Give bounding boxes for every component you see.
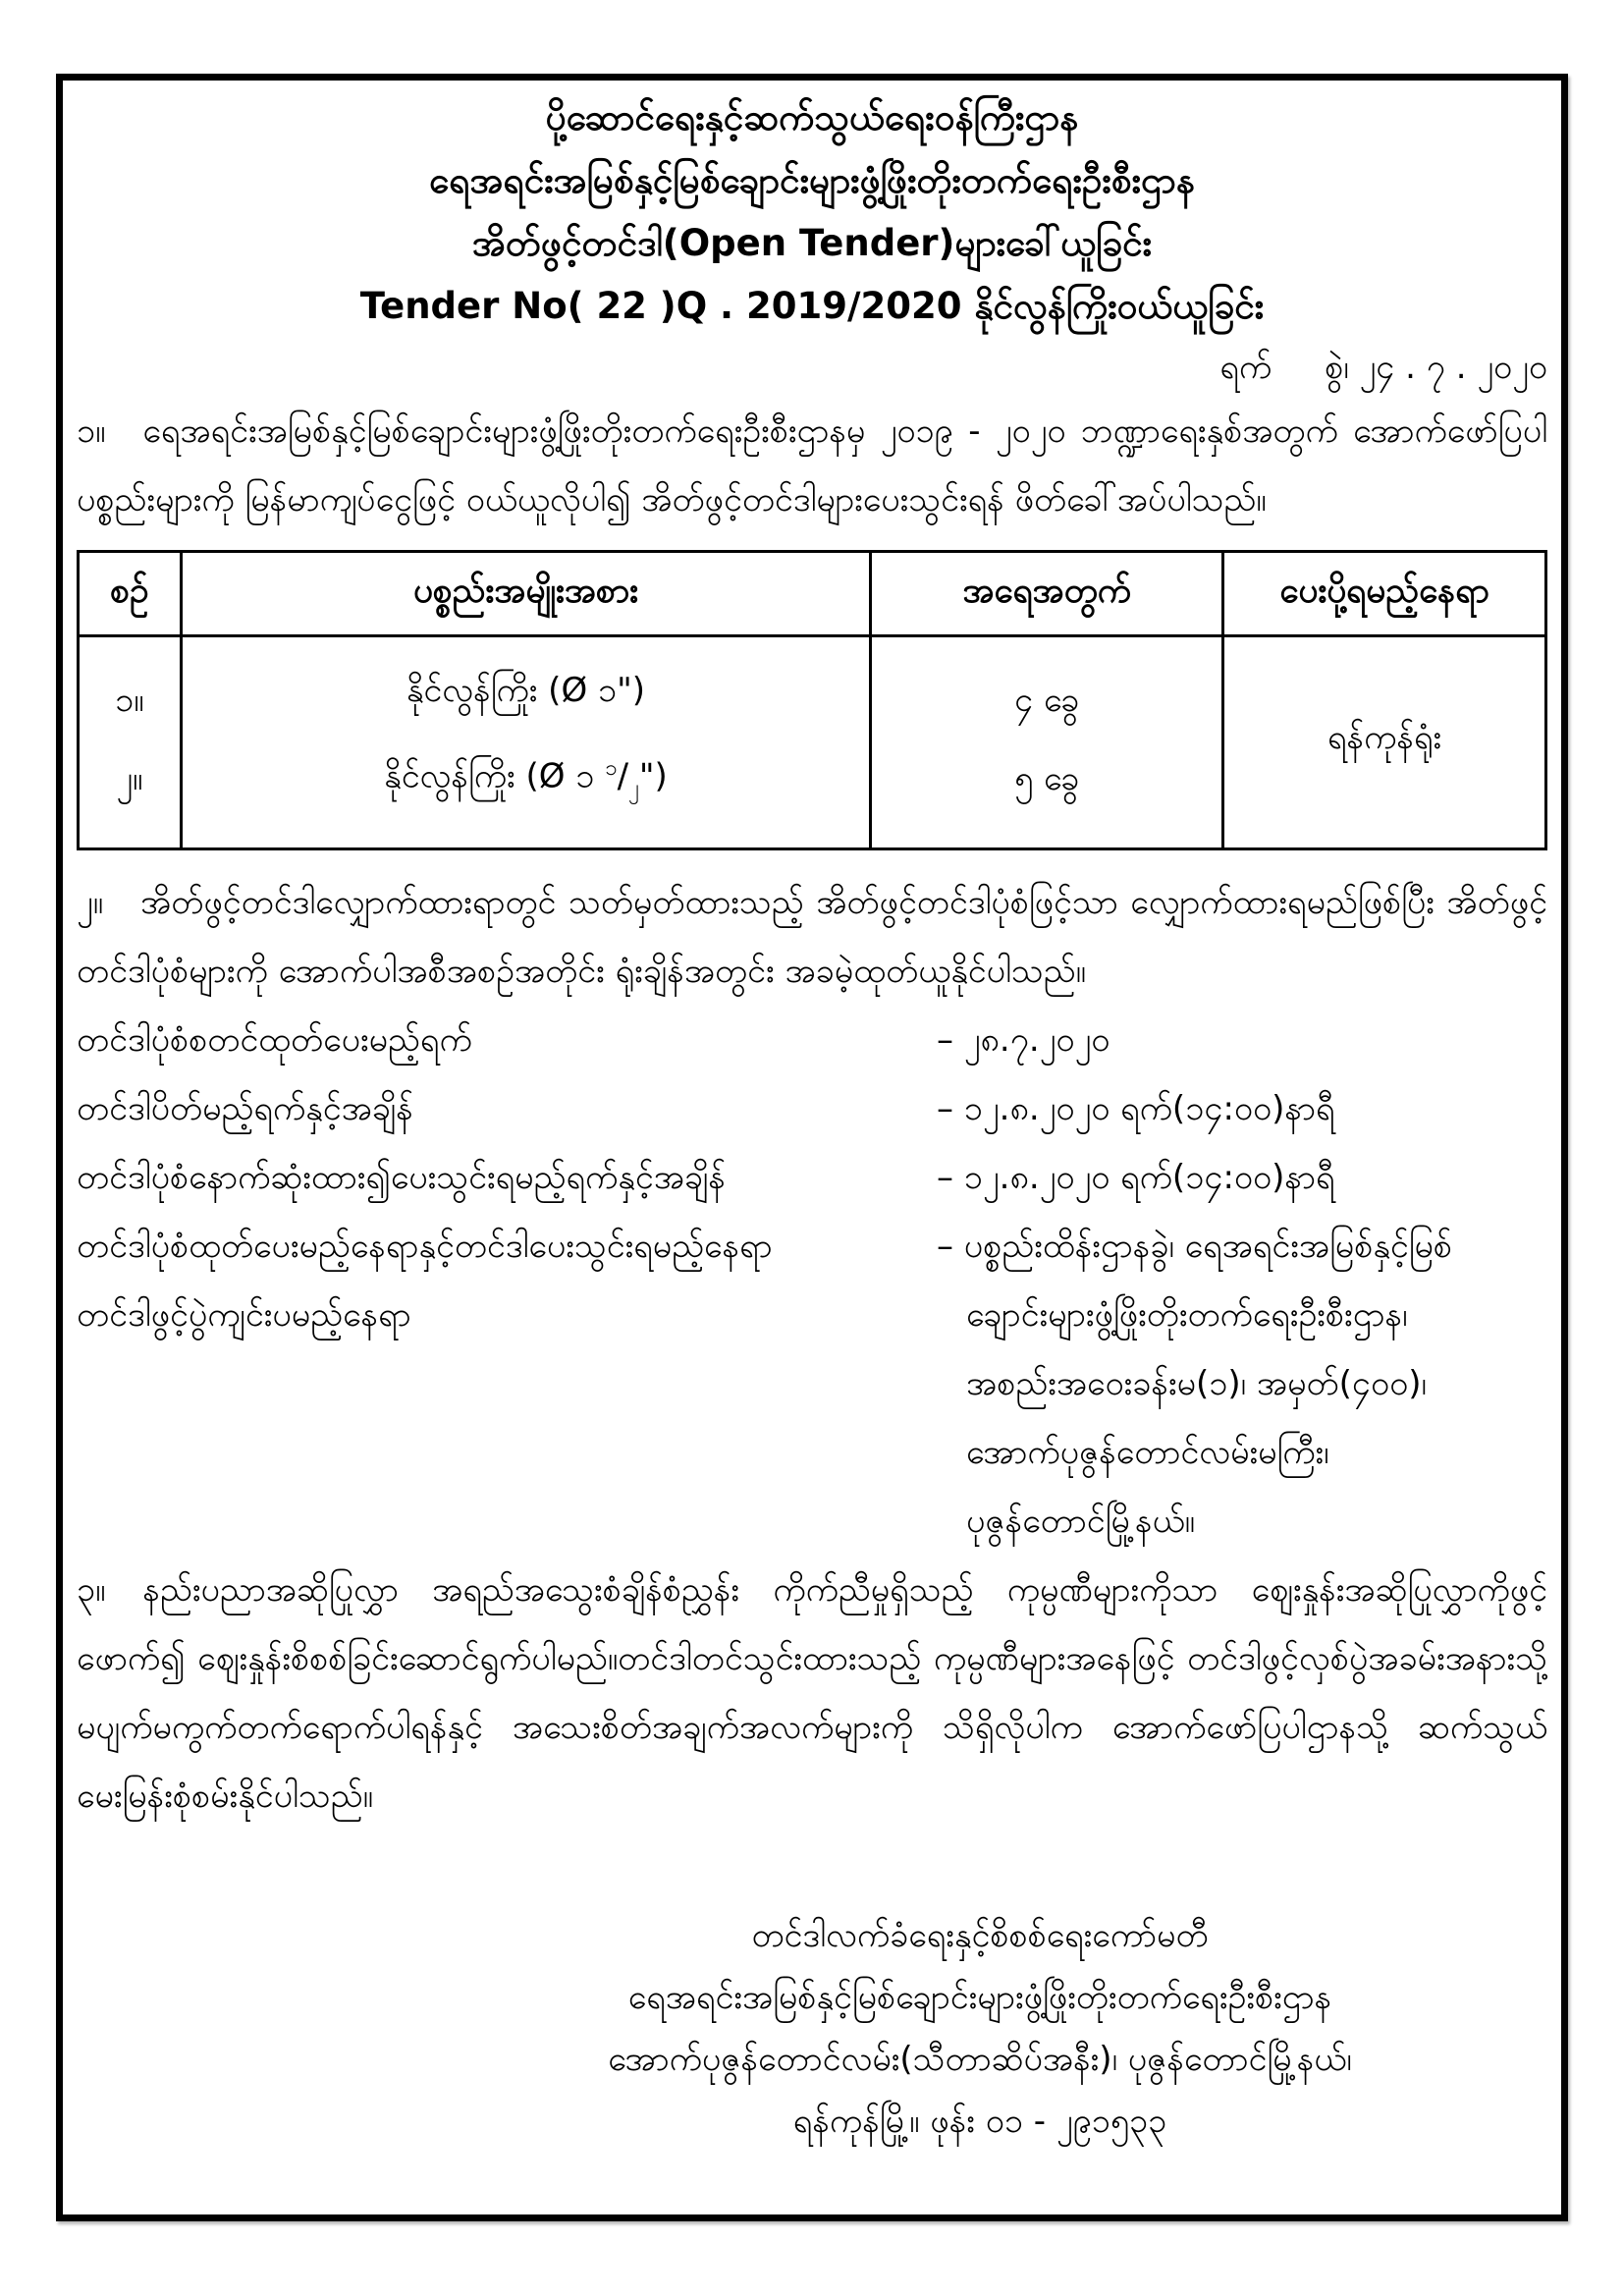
ministry-title: ပို့ဆောင်ရေးနှင့်ဆက်သွယ်ရေးဝန်ကြီးဌာန: [545, 96, 1079, 138]
paragraph-2-text: အိတ်ဖွင့်တင်ဒါလျှောက်ထားရာတွင် သတ်မှတ်ထားသည့် အိတ်ဖွင့်တင်ဒါပုံစံဖြင့်သာ လျှောက်ထားရမည်ဖြစ်ပြီး အိတ်ဖွင့်တင်ဒါပုံစံများကို အောက်ပါအစီအစဉ်အတိုင်း ရုံးချိန်အတွင်း အခမဲ့ထုတ်ယူနိုင်ပါသည်။: [77, 883, 1547, 992]
department-title: ရေအရင်းအမြစ်နှင့်မြစ်ချောင်းများဖွံ့ဖြိုးတိုးတက်ရေးဦးစီးဌာန: [429, 159, 1195, 201]
item-2-suffix: "): [638, 756, 668, 796]
paragraph-3-text: နည်းပညာအဆိုပြုလွှာ အရည်အသွေးစံချိန်စံညွှန်း ကိုက်ညီမှုရှိသည့် ကုမ္ပဏီများကိုသာ ဈေးနှုန်းအဆိုပြုလွှာကိုဖွင့်ဖောက်၍ ဈေးနှုန်းစိစစ်ခြင်းဆောင်ရွက်ပါမည်။တင်ဒါတင်သွင်းထားသည့် ကုမ္ပဏီများအနေဖြင့် တင်ဒါဖွင့်လှစ်ပွဲအခမ်းအနားသို့ မပျက်မကွက်တက်ရောက်ပါရန်နှင့် အသေးစိတ်အချက်အလက်များကို သိရှိလိုပါက အောက်ဖော်ပြပါဌာနသို့ ဆက်သွယ်မေးမြန်းစုံစမ်းနိုင်ပါသည်။: [77, 1570, 1547, 1817]
serial-1: ၁။: [115, 681, 144, 721]
item-1: နိုင်လွန်ကြိုး (Ø ၁"): [406, 671, 646, 710]
table-header-row: [79, 552, 1546, 636]
schedule-row-last-submission: [77, 1143, 1547, 1212]
schedule-value: – ၁၂.၈.၂၀၂၀ ရက်(၁၄:၀၀)နာရီ: [937, 1158, 1335, 1198]
schedule-label: [77, 1487, 937, 1556]
delivery-cell: ရန်ကုန်ရုံး: [1223, 636, 1546, 849]
tender-number-title: Tender No( 22 )Q . 2019/2020 နိုင်လွန်ကြိုးဝယ်ယူခြင်း: [359, 285, 1265, 327]
schedule-value: ချောင်းများဖွံ့ဖြိုးတိုးတက်ရေးဦးစီးဌာန၊: [966, 1295, 1408, 1336]
schedule-value: – ပစ္စည်းထိန်းဌာနခွဲ၊ ရေအရင်းအမြစ်နှင့်မြစ်: [937, 1227, 1453, 1267]
paragraph-2: [77, 868, 1547, 1006]
serial-2: ၂။: [116, 759, 143, 799]
quantity-cell: [871, 636, 1223, 849]
schedule-row-address-continuation: [77, 1349, 1547, 1418]
signature-committee: တင်ဒါလက်ခံရေးနှင့်စိစစ်ရေးကော်မတီ: [751, 1916, 1209, 1956]
schedule-label: တင်ဒါဖွင့်ပွဲကျင်းပမည့်နေရာ: [77, 1295, 411, 1336]
schedule-value: ပုဇွန်တောင်မြို့နယ်။: [966, 1502, 1195, 1542]
column-header-serial: စဉ်: [79, 552, 182, 636]
open-tender-title: အိတ်ဖွင့်တင်ဒါ(Open Tender)များခေါ်ယူခြင်း: [471, 222, 1153, 264]
item-2-fraction-numerator: ၁: [605, 756, 618, 781]
schedule-value: အောက်ပုဇွန်တောင်လမ်းမကြီး၊: [966, 1433, 1329, 1473]
schedule-label: [77, 1349, 937, 1418]
schedule-value: – ၂၈.၇.၂၀၂၀: [937, 1020, 1110, 1061]
schedule-label: [77, 1418, 937, 1487]
schedule-row-submission-place: [77, 1212, 1547, 1281]
quantity-1: ၄ ခွေ: [1014, 681, 1080, 721]
paragraph-1-text: ရေအရင်းအမြစ်နှင့်မြစ်ချောင်းများဖွံ့ဖြိုးတိုးတက်ရေးဦးစီးဌာနမှ ၂၀၁၉ - ၂၀၂၀ ဘဏ္ဍာရေးနှစ်အတွက် အောက်ဖော်ပြပါ ပစ္စည်းများကို မြန်မာကျပ်ငွေဖြင့် ဝယ်ယူလိုပါ၍ အိတ်ဖွင့်တင်ဒါများပေးသွင်းရန် ဖိတ်ခေါ်အပ်ပါသည်။: [77, 411, 1547, 519]
item-2-prefix: နိုင်လွန်ကြိုး (Ø ၁: [384, 756, 606, 796]
document-border-frame: [56, 74, 1568, 2221]
column-header-quantity: အရေအတွက်: [871, 552, 1223, 636]
signature-department: ရေအရင်းအမြစ်နှင့်မြစ်ချောင်းများဖွံ့ဖြိုးတိုးတက်ရေးဦးစီးဌာန: [627, 1978, 1332, 2018]
paragraph-1: [77, 397, 1547, 534]
schedule-row-opening-place: [77, 1281, 1547, 1349]
tender-schedule-list: [77, 1006, 1547, 1556]
item-2: [189, 730, 864, 828]
schedule-label: တင်ဒါပုံစံစတင်ထုတ်ပေးမည့်ရက်: [77, 1020, 472, 1061]
paragraph-2-number: ၂။: [77, 883, 103, 923]
serial-cell: [79, 636, 182, 849]
schedule-value: – ၁၂.၈.၂၀၂၀ ရက်(၁၄:၀၀)နာရီ: [937, 1089, 1335, 1129]
quantity-2: ၅ ခွေ: [1014, 759, 1080, 799]
item-2-fraction-denominator: ၂: [628, 776, 639, 801]
schedule-value: အစည်းအဝေးခန်းမ(၁)၊ အမှတ်(၄၀၀)၊: [966, 1364, 1427, 1404]
table-body-row: [79, 636, 1546, 849]
schedule-row-address-continuation: [77, 1487, 1547, 1556]
schedule-label: တင်ဒါပုံစံထုတ်ပေးမည့်နေရာနှင့်တင်ဒါပေးသွင်းရမည့်နေရာ: [77, 1227, 773, 1267]
paragraph-1-number: ၁။: [77, 411, 106, 451]
schedule-row-address-continuation: [77, 1418, 1547, 1487]
schedule-label: တင်ဒါပုံစံနောက်ဆုံးထား၍ပေးသွင်းရမည့်ရက်နှင့်အချိန်: [77, 1158, 727, 1198]
item-cell: [181, 636, 871, 849]
tender-items-table: [77, 550, 1547, 850]
schedule-row-close-date: [77, 1074, 1547, 1143]
schedule-row-issue-date: [77, 1006, 1547, 1074]
signature-block: [538, 1905, 1422, 2153]
signature-address: အောက်ပုဇွန်တောင်လမ်း(သီတာဆိပ်အနီး)၊ ပုဇွန်တောင်မြို့နယ်၊: [608, 2040, 1352, 2080]
item-2-fraction-slash: /: [617, 756, 629, 796]
column-header-item: ပစ္စည်းအမျိုးအစား: [181, 552, 871, 636]
schedule-label: တင်ဒါပိတ်မည့်ရက်နှင့်အချိန်: [77, 1089, 413, 1129]
signature-phone: ရန်ကုန်မြို့။ ဖုန်း ၀၁ - ၂၉၁၅၃၃: [792, 2102, 1167, 2142]
date-line: ရက် စွဲ၊ ၂၄ . ၇ . ၂၀၂၀: [1219, 348, 1547, 387]
paragraph-3-number: ၃။: [77, 1570, 106, 1611]
paragraph-3: [77, 1556, 1547, 1831]
document-header: [77, 86, 1547, 338]
column-header-delivery: ပေးပို့ရမည့်နေရာ: [1223, 552, 1546, 636]
